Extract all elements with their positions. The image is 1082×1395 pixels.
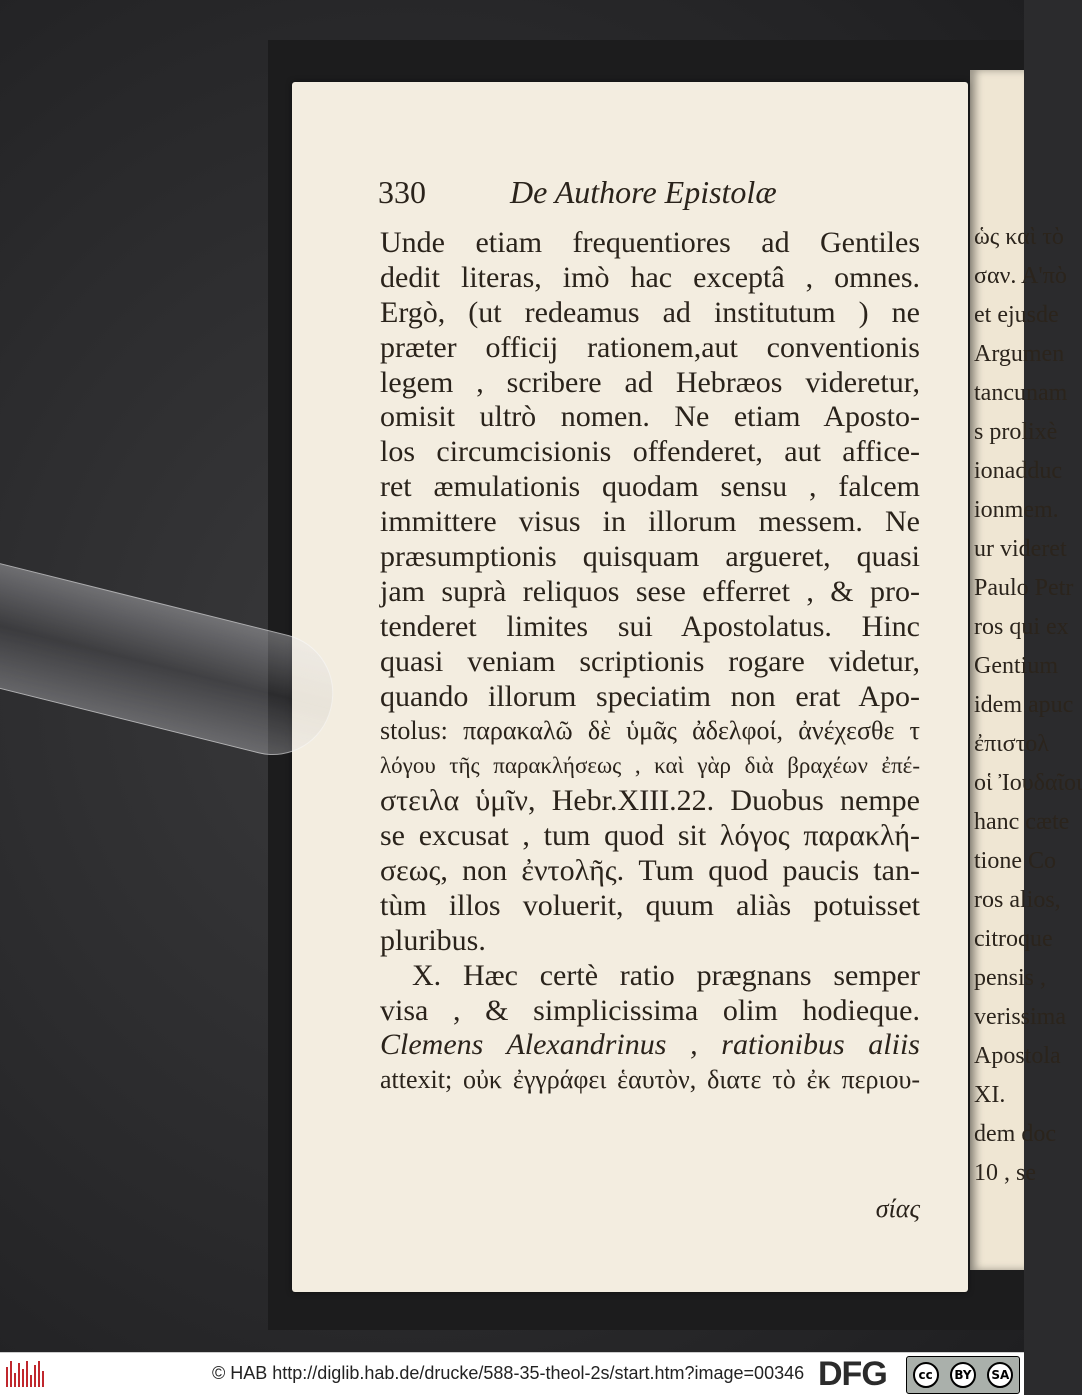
running-title: De Authore Epistolæ	[510, 174, 777, 210]
text-line: tùm illos voluerit, quum aliàs potuisset	[380, 888, 920, 922]
text-line: legem , scribere ad Hebræos videretur,	[380, 365, 920, 399]
text-line: omisit ultrò nomen. Ne etiam Aposto-	[380, 400, 920, 434]
copyright-link[interactable]: © HAB http://diglib.hab.de/drucke/588-35-theol-2s/start.htm?image=00346	[212, 1363, 805, 1383]
footer-bar	[0, 1352, 1024, 1395]
neighbor-line: ionmem.	[974, 497, 1059, 523]
neighbor-line: dem doc	[974, 1121, 1056, 1147]
neighbor-line: tione Co	[974, 848, 1056, 874]
neighbor-page-fragment	[970, 70, 1082, 1270]
neighbor-line: ur videret	[974, 536, 1067, 562]
book-page	[292, 82, 968, 1292]
dfg-logo: DFG	[818, 1355, 887, 1393]
neighbor-line: idem apuc	[974, 692, 1074, 718]
text-line: jam suprà reliquos sese efferret , & pro-	[380, 574, 920, 608]
neighbor-line: s prolixè	[974, 419, 1058, 445]
neighbor-line: hanc cæte	[974, 809, 1070, 835]
running-head	[378, 174, 938, 214]
text-line: λόγου τῆς παρακλήσεως , καὶ γὰρ διὰ βραχέων ἐπέ-	[380, 753, 920, 779]
text-line: dedit literas, imò hac exceptâ , omnes.	[380, 260, 920, 294]
text-line: pluribus.	[380, 923, 486, 957]
neighbor-line: pensis ,	[974, 965, 1046, 991]
text-line: visa , & simplicissima olim hodieque.	[380, 993, 920, 1027]
page-number: 330	[378, 174, 426, 210]
neighbor-line: citroque	[974, 926, 1053, 952]
text-line: præsumptionis quisquam argueret, quasi	[380, 540, 920, 574]
body-text	[380, 226, 920, 1098]
neighbor-line: 10 , se	[974, 1160, 1036, 1186]
neighbor-line: et ejusde	[974, 302, 1059, 328]
text-line: Clemens Alexandrinus , rationibus aliis	[380, 1028, 920, 1062]
neighbor-line: verissima	[974, 1004, 1066, 1030]
text-line: se excusat , tum quod sit λόγος παρακλή-	[380, 819, 920, 853]
text-line: ret æmulationis quodam sensu , falcem	[380, 470, 920, 504]
text-line: X. Hæc certè ratio prægnans semper	[412, 958, 920, 992]
neighbor-line: ros qui ex	[974, 614, 1069, 640]
text-line: quando illorum speciatim non erat Apo-	[380, 679, 920, 713]
hab-logo-icon	[6, 1361, 46, 1387]
cc-license-badge[interactable]	[906, 1356, 1020, 1394]
sa-icon: SA	[987, 1362, 1013, 1388]
text-line: immittere visus in illorum messem. Ne	[380, 505, 920, 539]
text-line: Ergò, (ut redeamus ad institutum ) ne	[380, 295, 920, 329]
text-line: quasi veniam scriptionis rogare videtur,	[380, 644, 920, 678]
neighbor-line: ἐπιστολ	[974, 731, 1049, 757]
text-line: los circumcisionis offenderet, aut affice-	[380, 435, 920, 469]
neighbor-line: Argumen	[974, 341, 1065, 367]
text-line: σεως, non ἐντολῆς. Tum quod paucis tan-	[380, 854, 920, 888]
neighbor-line: tancunam	[974, 380, 1068, 406]
text-line: stolus: παρακαλῶ δὲ ὑμᾶς ἀδελφοί, ἀνέχεσθε τ	[380, 716, 920, 746]
text-line: στειλα ὑμῖν, Hebr.XIII.22. Duobus nempe	[380, 784, 920, 818]
cc-icon: cc	[913, 1362, 939, 1388]
neighbor-line: XI.	[974, 1082, 1006, 1108]
text-line: præter officij rationem,aut conventionis	[380, 330, 920, 364]
neighbor-line: σαν. Α'πὸ	[974, 263, 1067, 289]
neighbor-line: ionadduc	[974, 458, 1062, 484]
neighbor-line: ὡς καὶ τὸ	[974, 224, 1064, 250]
text-line: attexit; οὐκ ἐγγράφει ἑαυτὸν, διατε τὸ ἐκ περιου-	[380, 1065, 920, 1095]
neighbor-line: Paulo Petr	[974, 575, 1074, 601]
neighbor-line: ros alios,	[974, 887, 1061, 913]
text-line: tenderet limites sui Apostolatus. Hinc	[380, 609, 920, 643]
neighbor-line: οἱ Ἰουδαῖοι	[974, 770, 1082, 796]
text-line: Unde etiam frequentiores ad Gentiles	[380, 226, 920, 259]
by-icon: BY	[950, 1362, 976, 1388]
neighbor-line: Apostola	[974, 1043, 1061, 1069]
neighbor-line: Gentium	[974, 653, 1058, 679]
catchword: σίας	[875, 1194, 920, 1223]
